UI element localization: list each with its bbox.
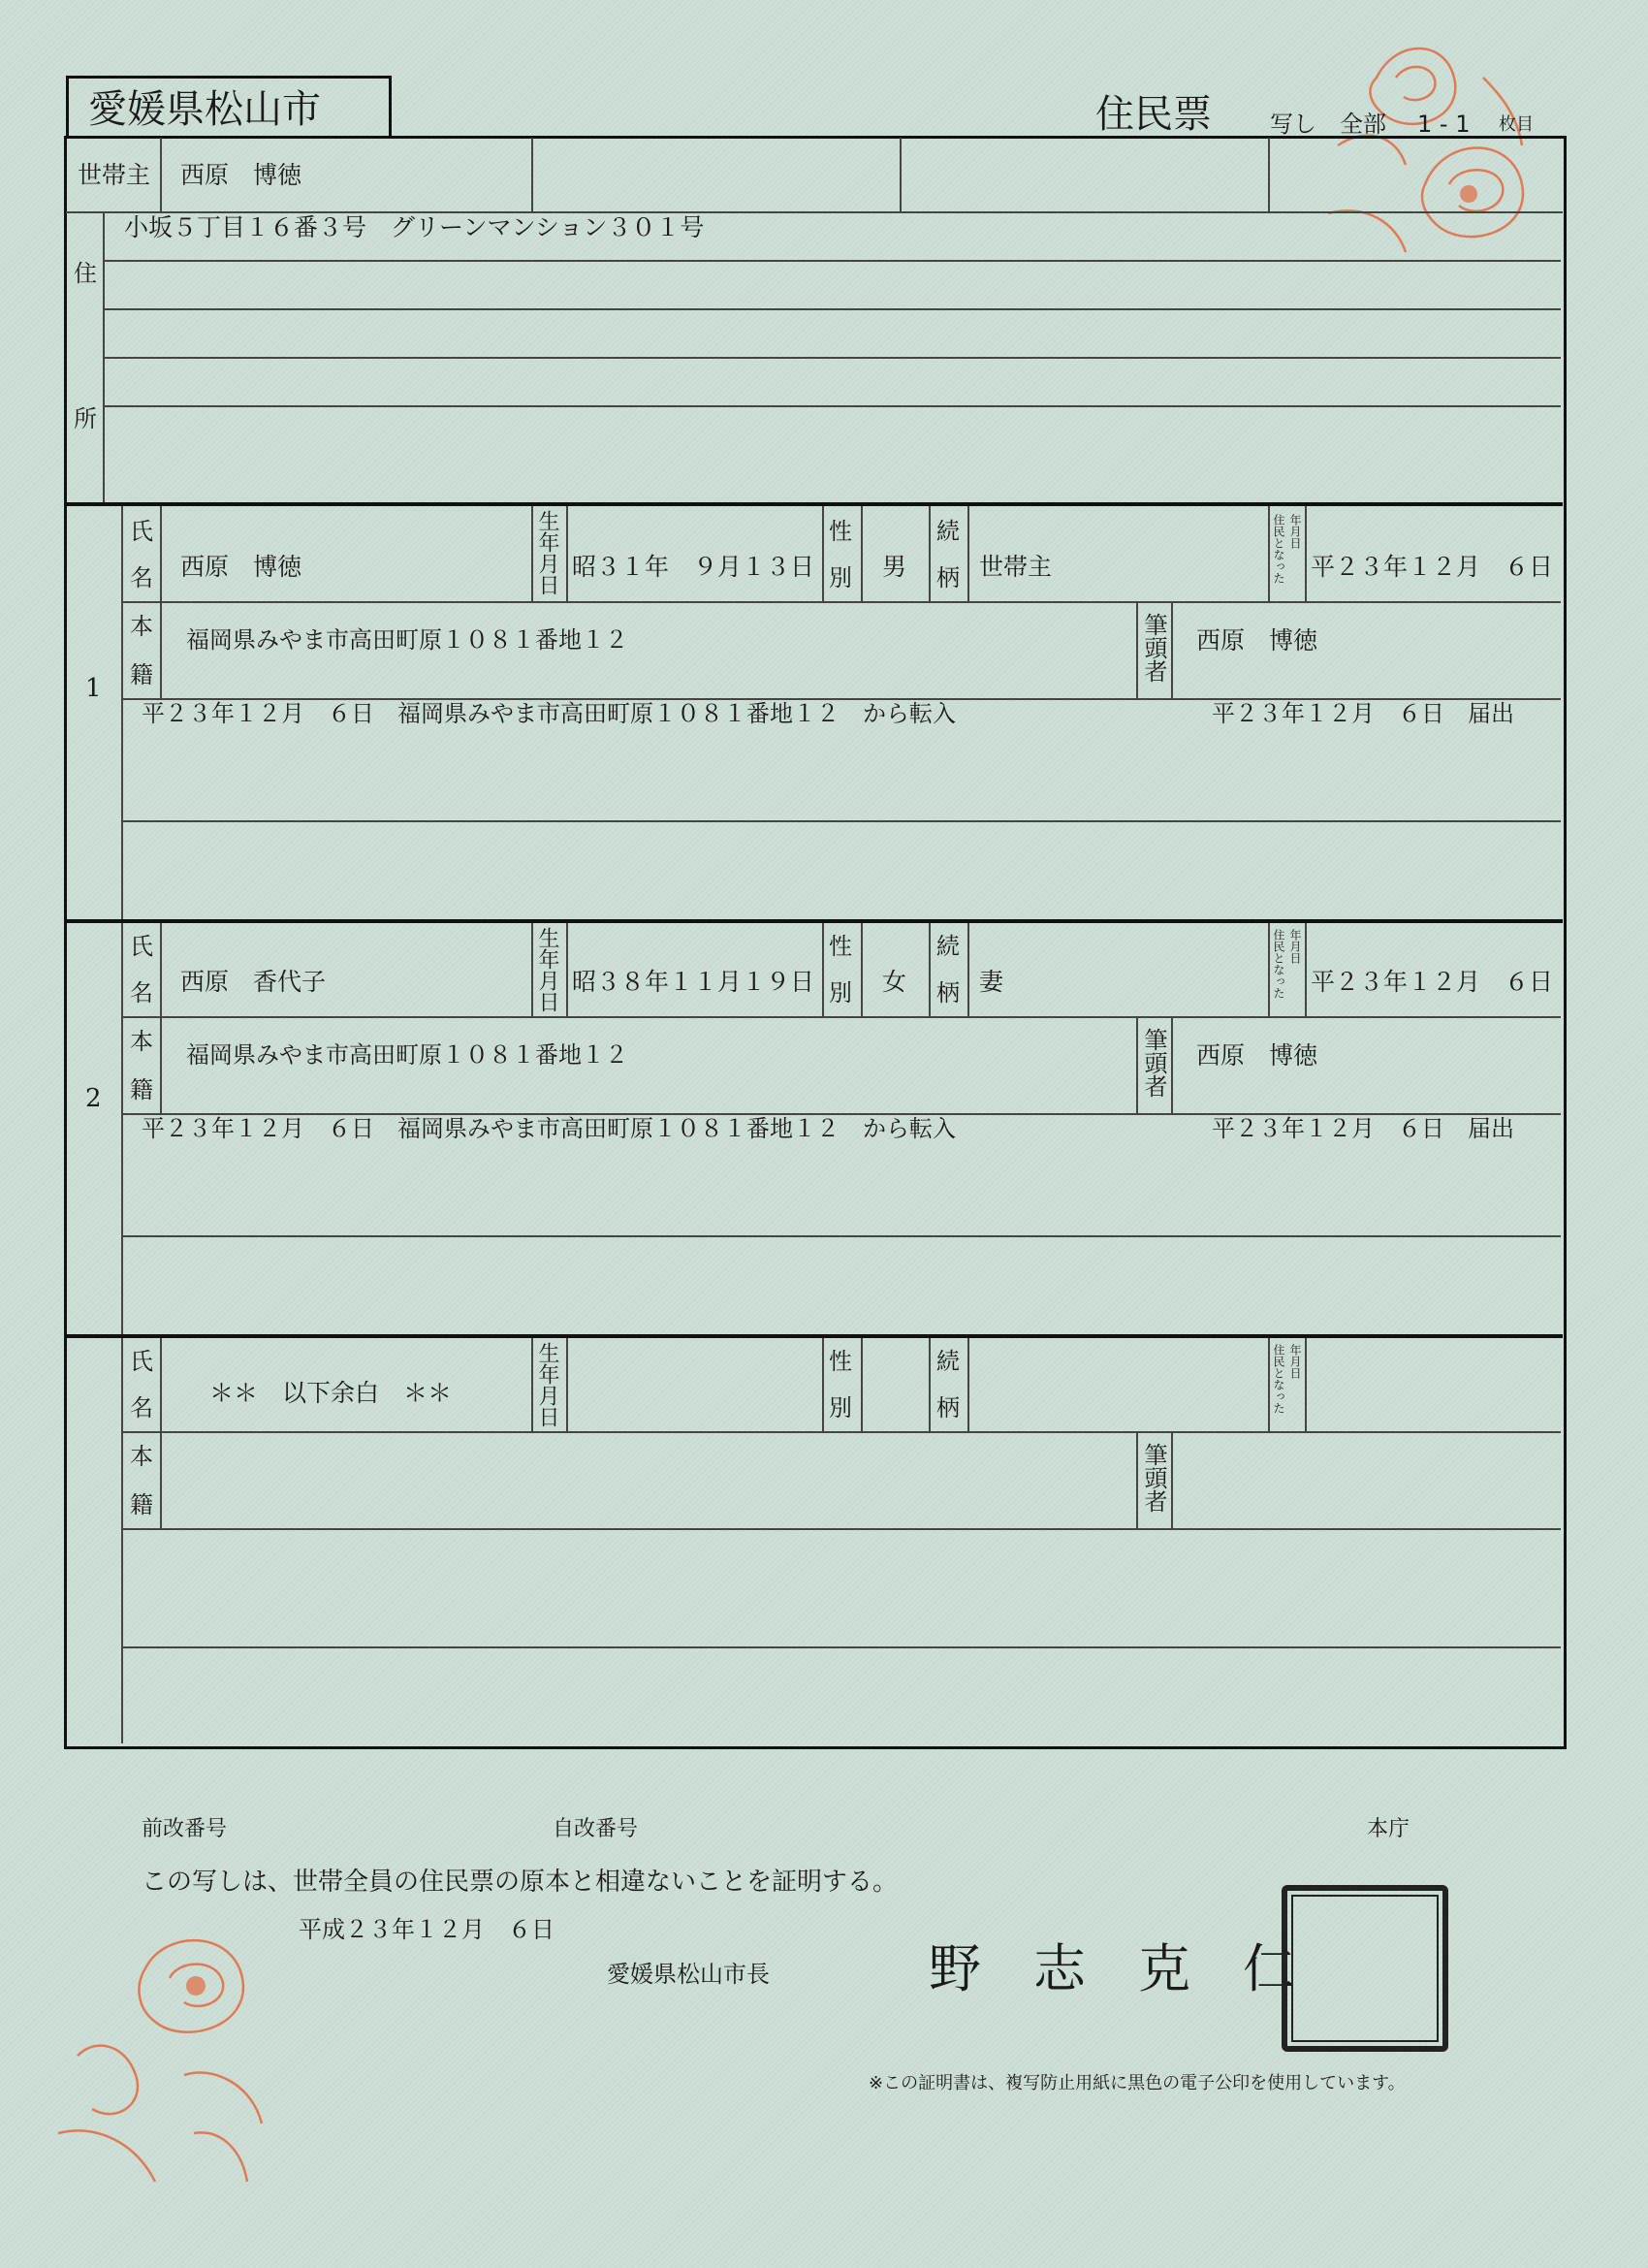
honseki-label-top: 本 xyxy=(130,1028,153,1055)
sex-label-top: 性 xyxy=(829,518,852,545)
sex-value: 女 xyxy=(882,968,907,996)
honseki-label-top: 本 xyxy=(130,613,153,640)
birth-label: 生年月日 xyxy=(535,1342,559,1427)
birth-date: 昭３１年 ９月１３日 xyxy=(572,553,815,581)
relation-value: 世帯主 xyxy=(979,553,1053,581)
household-head-label: 世帯主 xyxy=(78,161,151,189)
notice-date: 平２３年１２月 ６日 届出 xyxy=(1212,700,1514,727)
person-name: 西原 香代子 xyxy=(180,968,327,996)
self-revision-number-label: 自改番号 xyxy=(553,1817,639,1841)
address-label-top: 住 xyxy=(74,260,97,287)
copy-info: 写し 全部 xyxy=(1270,111,1386,138)
honseki-label-bottom: 籍 xyxy=(130,1491,153,1518)
resident-date: 平２３年１２月 ６日 xyxy=(1311,553,1554,581)
hittousha-label: 筆頭者 xyxy=(1140,613,1167,683)
sex-label-bottom: 別 xyxy=(829,564,852,591)
certification-date: 平成２３年１２月 ６日 xyxy=(299,1916,555,1943)
person-name: 西原 博徳 xyxy=(180,553,302,581)
document-title: 住民票 xyxy=(1095,92,1212,137)
move-in-note: 平２３年１２月 ６日 福岡県みやま市高田町原１０８１番地１２ から転入 xyxy=(142,1115,956,1142)
resident-date: 平２３年１２月 ６日 xyxy=(1311,968,1554,996)
relation-label-top: 続 xyxy=(936,1348,960,1375)
relation-label-bottom: 柄 xyxy=(936,979,960,1006)
honseki-label-top: 本 xyxy=(130,1443,153,1470)
resident-table xyxy=(64,136,1567,1749)
sex-label-bottom: 別 xyxy=(829,1394,852,1421)
sex-value: 男 xyxy=(882,553,907,581)
notice-date: 平２３年１２月 ６日 届出 xyxy=(1212,1115,1514,1142)
household-head-name: 西原 博徳 xyxy=(180,161,302,189)
disclaimer-text: ※この証明書は、複写防止用紙に黒色の電子公印を使用しています。 xyxy=(869,2073,1406,2093)
official-seal-icon xyxy=(1282,1885,1448,2052)
honseki-label-bottom: 籍 xyxy=(130,661,153,688)
name-label-bottom: 名 xyxy=(130,564,153,591)
resident-since-label: 住民となった xyxy=(1272,929,1285,999)
birth-label: 生年月日 xyxy=(535,927,559,1012)
city-title-box xyxy=(66,76,392,139)
name-label-bottom: 名 xyxy=(130,1394,153,1421)
address-label-bottom: 所 xyxy=(74,405,97,432)
mayor-name: 野 志 克 仁 xyxy=(929,1938,1295,1999)
prev-revision-number-label: 前改番号 xyxy=(142,1817,228,1841)
name-label-bottom: 名 xyxy=(130,979,153,1006)
person-number: 1 xyxy=(85,674,102,703)
resident-since-unit-label: 年月日 xyxy=(1288,514,1302,549)
address-text: 小坂５丁目１６番３号 グリーンマンション３０１号 xyxy=(124,213,705,241)
resident-since-unit-label: 年月日 xyxy=(1288,929,1302,964)
flower-decoration-bottom-left-icon xyxy=(39,1930,301,2191)
person-number: 2 xyxy=(85,1084,102,1113)
office-label: 本庁 xyxy=(1367,1817,1410,1841)
hittousha-value: 西原 博徳 xyxy=(1196,1041,1318,1070)
move-in-note: 平２３年１２月 ６日 福岡県みやま市高田町原１０８１番地１２ から転入 xyxy=(142,700,956,727)
resident-since-unit-label: 年月日 xyxy=(1288,1344,1302,1379)
page-unit: 枚目 xyxy=(1499,114,1534,135)
resident-since-label: 住民となった xyxy=(1272,514,1285,584)
birth-label: 生年月日 xyxy=(535,510,559,595)
resident-since-label: 住民となった xyxy=(1272,1344,1285,1414)
city-title: 愛媛県松山市 xyxy=(88,87,321,132)
hittousha-value: 西原 博徳 xyxy=(1196,626,1318,655)
relation-label-bottom: 柄 xyxy=(936,564,960,591)
name-label-top: 氏 xyxy=(130,933,153,960)
hittousha-label: 筆頭者 xyxy=(1140,1028,1167,1098)
blank-marker: ＊＊ 以下余白 ＊＊ xyxy=(209,1379,453,1407)
relation-label-top: 続 xyxy=(936,933,960,960)
sex-label-top: 性 xyxy=(829,1348,852,1375)
relation-label-bottom: 柄 xyxy=(936,1394,960,1421)
relation-label-top: 続 xyxy=(936,518,960,545)
honseki-label-bottom: 籍 xyxy=(130,1076,153,1103)
mayor-title: 愛媛県松山市長 xyxy=(607,1961,770,1988)
birth-date: 昭３８年１１月１９日 xyxy=(572,968,815,996)
honseki-value: 福岡県みやま市高田町原１０８１番地１２ xyxy=(186,1041,628,1069)
sex-label-bottom: 別 xyxy=(829,979,852,1006)
honseki-value: 福岡県みやま市高田町原１０８１番地１２ xyxy=(186,626,628,654)
hittousha-label: 筆頭者 xyxy=(1140,1443,1167,1513)
relation-value: 妻 xyxy=(979,968,1004,996)
sex-label-top: 性 xyxy=(829,933,852,960)
certification-text: この写しは、世帯全員の住民票の原本と相違ないことを証明する。 xyxy=(142,1868,899,1897)
page-number: 1 - 1 xyxy=(1417,111,1471,138)
name-label-top: 氏 xyxy=(130,1348,153,1375)
name-label-top: 氏 xyxy=(130,518,153,545)
